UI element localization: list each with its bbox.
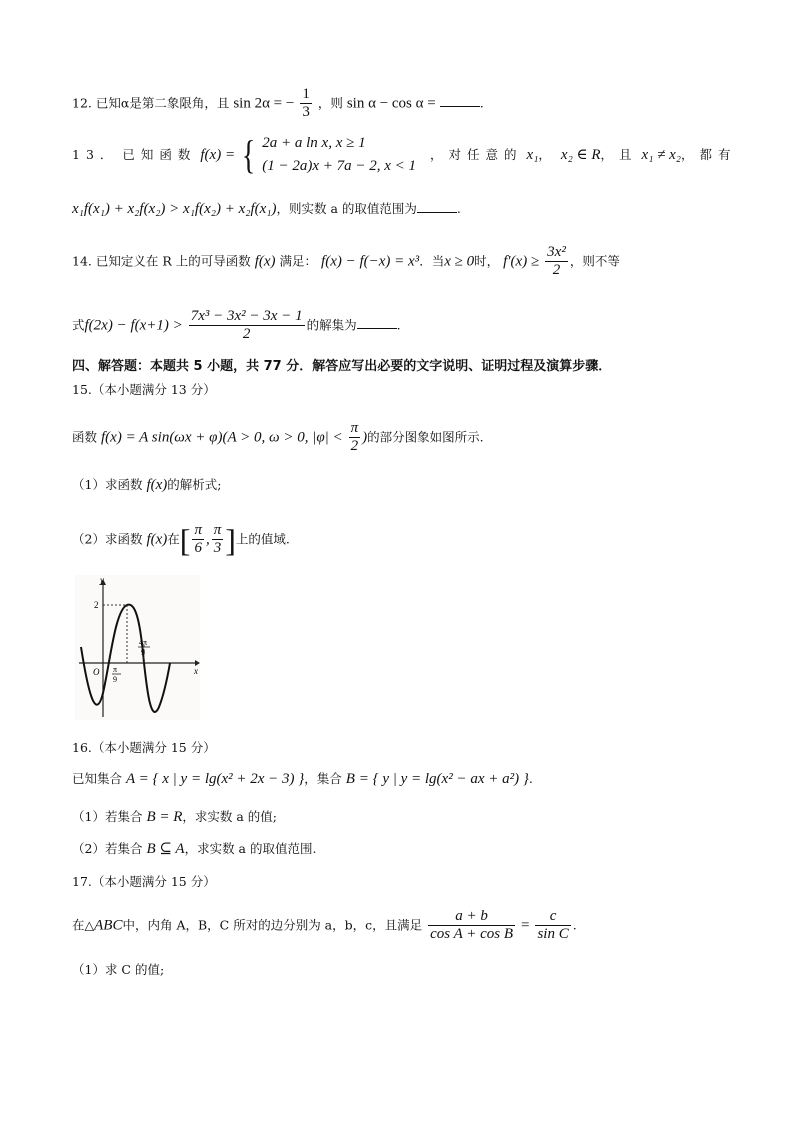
q15-stmt-close: ) (362, 429, 368, 446)
q13-case2: (1 − 2a)x + 7a − 2, x < 1 (262, 158, 417, 175)
q17-frac2-num: c (535, 908, 570, 926)
q14-prefix: 已知定义在 R 上的可导函数 (95, 253, 251, 269)
q15-p2-label: （2）求函数 (72, 531, 143, 547)
tick1-num: π (113, 665, 118, 674)
q12-fraction (300, 86, 312, 122)
q13-tail: ，都有 (681, 146, 737, 162)
q14-sat: 满足： (279, 253, 318, 269)
q17-stmt-mid: 中，内角 A，B，C 所对的边分别为 a，b，c，且满足 (122, 917, 423, 933)
q12-expr: sin α − cos α = (346, 95, 436, 112)
q16-statement (72, 772, 533, 787)
q14-line2 (72, 308, 401, 344)
y-label: y (100, 575, 104, 585)
tick2-num: 4π (139, 638, 148, 647)
q16-p1-label: （1）若集合 (72, 809, 143, 824)
q15-stmt-frac (349, 420, 361, 456)
q16-end: . (528, 771, 533, 786)
q15-p2-a-num: π (192, 522, 204, 540)
graph-background (75, 575, 200, 720)
q13-answer-blank (417, 200, 457, 213)
x-label: x (194, 666, 198, 676)
q15-header: 15.（本小题满分 13 分） (72, 382, 216, 397)
q17-tri: ABC (94, 917, 123, 934)
q13-line1 (72, 132, 737, 179)
q13-cases (262, 132, 416, 179)
q12-frac-num: 1 (300, 86, 312, 104)
q12-frac-den: 3 (302, 104, 310, 121)
q15-p2-b-den: 3 (213, 540, 222, 557)
q14-line1 (72, 244, 620, 280)
q13-line2 (72, 200, 461, 217)
q14-cond: x ≥ 0 (444, 253, 475, 270)
q14-func: f(x) (254, 253, 276, 270)
q16-p1-end: ，求实数 a 的值; (182, 809, 278, 824)
q16-stmt-prefix: 已知集合 (72, 771, 123, 786)
q15-p2-frac-b (212, 522, 224, 558)
q14-eq: f(x) − f(−x) = x³ (321, 253, 420, 270)
q16-part1 (72, 810, 277, 825)
q16-setB: B = { y | y = lg(x² − ax + a²) } (345, 771, 529, 787)
q13-prefix: 已知函数 (122, 146, 197, 162)
q13-number: 13． (72, 146, 119, 162)
q15-p2-func: f(x) (146, 531, 168, 548)
q15-p1-label: （1）求函数 (72, 477, 143, 492)
q13-sep: ， (538, 146, 557, 162)
q14-end: 的解集为 (306, 317, 357, 333)
q16-p2-end: ，求实数 a 的取值范围. (184, 841, 317, 856)
q15-p2-rbracket: ] (225, 521, 236, 558)
q16-mid: ，集合 (304, 771, 342, 786)
q14-then: ，则不等 (569, 253, 620, 269)
q12-number: 12. (72, 95, 92, 111)
q15-part1 (72, 478, 221, 493)
q17-frac1-den: cos A + cos B (430, 926, 514, 943)
q14-when: ．当 (419, 253, 445, 269)
q14-shi: 时， (474, 253, 500, 269)
q15-p2-end: 上的值域. (235, 531, 290, 547)
q13-mid2: ，且 (600, 146, 638, 162)
y-tick-2: 2 (94, 600, 99, 610)
q16-part2 (72, 842, 316, 857)
tick2-den: 9 (141, 648, 145, 657)
q13-end: ，则实数 a 的取值范围为 (276, 201, 417, 216)
q14-answer-blank (357, 316, 397, 329)
q13-period: . (456, 201, 461, 216)
q14-number: 14. (72, 253, 92, 269)
q14-ineq: f(2x) − f(x+1) > (84, 317, 183, 334)
q17-end: . (572, 917, 577, 933)
q14-deriv: f′(x) ≥ (503, 253, 540, 270)
q13-mid1: ，对任意的 (430, 146, 523, 162)
q15-p2-frac-a (192, 522, 204, 558)
q16-setA: A = { x | y = lg(x² + 2x − 3) } (126, 771, 305, 787)
q15-p1-end: 的解析式; (167, 477, 222, 492)
q17-statement (72, 908, 577, 944)
q15-stmt-end: 的部分图象如图所示. (367, 429, 484, 445)
q13-func: f(x) = (200, 146, 236, 163)
q15-p2-a-den: 6 (194, 540, 202, 557)
q14-period: . (396, 317, 401, 333)
q17-eq: = (521, 917, 530, 934)
q15-p1-func: f(x) (146, 477, 168, 493)
q14-frac2-num: 7x³ − 3x² − 3x − 1 (189, 308, 305, 326)
q17-frac1 (428, 908, 515, 944)
q13-brace: { (241, 132, 256, 178)
q13-x2: x₂ ∈ R (560, 146, 601, 163)
q17-header: 17.（本小题满分 15 分） (72, 874, 216, 889)
q13-ineq: x₁f(x₁) + x₂f(x₂) > x₁f(x₂) + x₂f(x₁) (72, 201, 277, 217)
q15-stmt-frac-num: π (349, 420, 361, 438)
q15-statement (72, 420, 484, 456)
q17-part1: （1）求 C 的值; (72, 962, 165, 977)
q15-p2-lbracket: [ (179, 521, 191, 558)
q17-frac1-num: a + b (428, 908, 515, 926)
q17-stmt-prefix: 在△ (72, 917, 95, 933)
q12-mid: ，则 (317, 95, 343, 111)
q15-stmt-prefix: 函数 (72, 429, 98, 445)
q13-neq: x₁ ≠ x₂ (641, 146, 682, 163)
q15-part2: （2）求函数 f(x)在[ $\frac{\pi}{6}$ , $\frac{\pi}{3}$ ]上的值域. (72, 521, 290, 558)
q12-end: . (479, 95, 484, 111)
q14-frac2 (189, 308, 305, 344)
origin-label: O (93, 667, 100, 677)
tick1-den: 9 (113, 675, 117, 684)
q15-sine-graph (75, 575, 200, 720)
q14-frac2-den: 2 (242, 326, 251, 343)
q12-answer-blank (440, 94, 480, 107)
q16-p2-label: （2）若集合 (72, 841, 143, 856)
q17-frac2 (535, 908, 570, 944)
q12-prefix: 已知α是第二象限角，且 (95, 95, 230, 111)
q13-case1: 2a + a ln x, x ≥ 1 (262, 135, 366, 151)
q14-frac1-num: 3x² (545, 244, 568, 262)
q15-p2-in: 在 (167, 531, 180, 547)
section4-title: 四、解答题：本题共 5 小题，共 77 分．解答应写出必要的文字说明、证明过程及演算步骤． (72, 359, 612, 374)
q12-line (72, 86, 484, 122)
q16-header: 16.（本小题满分 15 分） (72, 740, 216, 755)
q14-frac1-den: 2 (552, 262, 561, 279)
q15-stmt-func: f(x) = A sin(ωx + φ)(A > 0, ω > 0, |φ| < (101, 429, 343, 446)
q17-frac2-den: sin C (537, 926, 569, 943)
q14-line2-prefix: 式 (72, 317, 85, 333)
q15-stmt-frac-den: 2 (350, 438, 359, 455)
q14-frac1 (545, 244, 568, 280)
q12-cond: sin 2α = − (233, 95, 295, 112)
q16-p1-cond: B = R (146, 809, 183, 825)
q16-p2-cond: B ⊆ A (146, 841, 185, 857)
q15-p2-b-num: π (212, 522, 224, 540)
q13-x1: x₁ (526, 146, 539, 163)
